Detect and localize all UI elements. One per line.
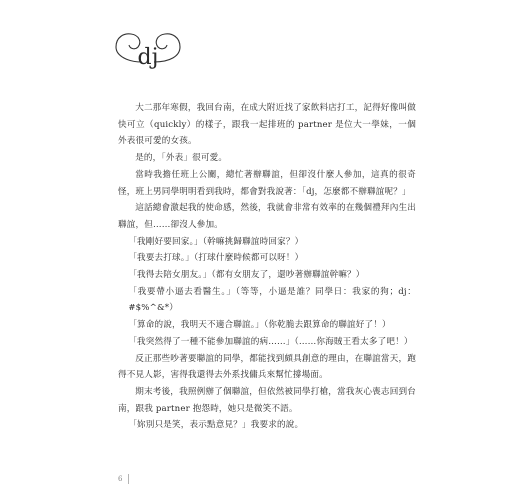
- paragraph: 大二那年寒假，我回台南，在成大附近找了家飲料店打工，記得好像叫做快可立（quickly）的樣子，跟我一起排班的 partner 是位大一學妹，一個外表很可愛的女孩。: [118, 103, 416, 147]
- dialogue-line: 「妳別只是笑，表示點意見？」我要求的說。: [128, 420, 304, 431]
- paragraph: 這話總會激起我的使命感，然後，我就會非常有效率的在幾個禮拜內生出聯誼，但……卻沒人參加。: [118, 203, 416, 230]
- dialogue-line: 「我剛好要回家。」（幹嘛挑歸聯誼時回家？）: [128, 236, 304, 247]
- paragraph: 反正那些吵著要聯誼的同學，都能找到頗具創意的理由，在聯誼當天，跑得不見人影，害得我還得去外系找傭兵來幫忙撐場面。: [118, 353, 416, 381]
- dialogue-line: 「我要去打球。」（打球什麼時候都可以呀！）: [128, 253, 304, 264]
- paragraph: 期末考後，我照例辦了個聯誼，但依然被同學打槍，當我灰心喪志回到台南，跟我 partner 抱怨時，她只是微笑不語。: [118, 386, 416, 414]
- dialogue-line: 「我得去陪女朋友。」（都有女朋友了，還吵著辦聯誼幹嘛？）: [128, 270, 365, 281]
- dj-logo-mark: [110, 22, 186, 86]
- dj-logo-text: dj: [137, 45, 159, 70]
- paragraph: 當時我擔任班上公關，總忙著辦聯誼，但卻沒什麼人參加，這真的很奇怪，班上男同學明明看到我時，都會對我說著：「dj，怎麼都不辦聯誼呢？」: [118, 169, 416, 197]
- page-number: 6: [118, 475, 123, 483]
- page-footer: [118, 474, 129, 484]
- dj-logo: [110, 22, 186, 86]
- body-text: [118, 100, 416, 434]
- paragraph: 是的，「外表」很可愛。: [135, 153, 228, 164]
- dialogue-line: 「算命的說，我明天不適合聯誼。」（你乾脆去跟算命的聯誼好了！）: [128, 320, 391, 331]
- footer-divider: [128, 474, 129, 484]
- dialogue-line: 「我要帶小逼去看醫生。」（等等，小逼是誰？同學日：我家的狗；dj：#$%^&*）: [128, 286, 416, 314]
- dialogue-line: 「我突然得了一種不能參加聯誼的病……」（……你海賊王看太多了吧！）: [128, 336, 413, 347]
